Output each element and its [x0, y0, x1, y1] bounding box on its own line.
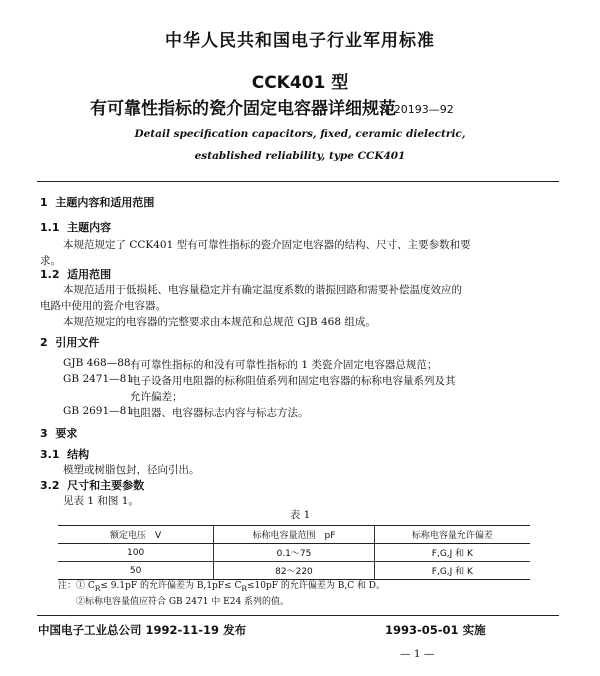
table-header-row [58, 526, 530, 544]
section-1-2-text-line1: 本规范适用于低损耗、电容量稳定并有确定温度系数的谐振回路和需要补偿温度效应的 [63, 284, 462, 296]
table-row [58, 544, 530, 562]
effective-date: 1993-05-01 实施 [385, 623, 486, 637]
table-header-cell: 标称电容量范围 pF [214, 526, 374, 544]
table-note-1: 注：① $C_R\le 9.1pF$ 的允许偏差为 $B,1pF\le C_R\le 10pF$ 的允许偏差为 B,C 和 D。 [58, 581, 386, 593]
section-1-2-text-line2: 电路中使用的瓷介电容器。 [40, 300, 166, 312]
table-cell: F,G,J 和 K [374, 562, 530, 580]
standard-code: SJ 20193—92 [380, 103, 454, 116]
section-3-2-text: 见表 1 和图 1。 [63, 495, 139, 507]
reference-code: GB 2471—81 [63, 373, 134, 385]
standard-category: 中华人民共和国电子行业军用标准 [165, 31, 435, 51]
table-header-cell: 标称电容量允许偏差 [374, 526, 530, 544]
reference-desc: 有可靠性指标的和没有可靠性指标的 1 类瓷介固定电容器总规范； [130, 359, 438, 371]
table-cell: 50 [58, 562, 214, 580]
section-1-heading: 1 主题内容和适用范围 [40, 196, 155, 209]
reference-desc: 电阻器、电容器标志内容与标志方法。 [130, 407, 309, 419]
section-2-heading: 2 引用文件 [40, 336, 100, 349]
section-3-1-heading: 3.1 结构 [40, 448, 90, 461]
reference-desc-continued: 允许偏差； [130, 391, 183, 403]
title-divider [37, 181, 559, 182]
section-3-1-text: 模塑或树脂包封，径向引出。 [63, 464, 200, 476]
model-title: CCK401 型 [251, 73, 349, 93]
table-row [58, 562, 530, 580]
english-title-line2: established reliability, type CCK401 [194, 150, 406, 162]
table-cell: 0.1～75 [214, 544, 374, 562]
section-1-2-text-line3: 本规范规定的电容器的完整要求由本规范和总规范 GJB 468 组成。 [63, 316, 376, 328]
section-3-heading: 3 要求 [40, 427, 78, 440]
document-title: 有可靠性指标的瓷介固定电容器详细规范 [90, 99, 396, 119]
section-3-2-heading: 3.2 尺寸和主要参数 [40, 479, 145, 492]
table-cell: 82～220 [214, 562, 374, 580]
table-header-cell: 额定电压 V [58, 526, 214, 544]
footer-divider [37, 615, 559, 616]
section-1-1-heading: 1.1 主题内容 [40, 221, 112, 234]
page-number: — 1 — [400, 648, 435, 660]
section-1-2-heading: 1.2 适用范围 [40, 268, 112, 281]
table-cell: 100 [58, 544, 214, 562]
section-1-1-text-line2: 求。 [40, 255, 61, 267]
reference-desc: 电子设备用电阻器的标称阻值系列和固定电容器的标称电容量系列及其 [130, 375, 456, 387]
table-1 [58, 525, 530, 580]
table-cell: F,G,J 和 K [374, 544, 530, 562]
table-note-2: ②标称电容量值应符合 GB 2471 中 E24 系列的值。 [76, 597, 290, 607]
table-caption: 表 1 [289, 509, 311, 521]
english-title-line1: Detail specification capacitors, fixed, ceramic dielectric, [134, 128, 466, 140]
reference-code: GB 2691—81 [63, 405, 134, 417]
publisher-date: 中国电子工业总公司 1992-11-19 发布 [38, 623, 247, 637]
reference-code: GJB 468—88 [63, 357, 131, 369]
section-1-1-text-line1: 本规范规定了 CCK401 型有可靠性指标的瓷介固定电容器的结构、尺寸、主要参数和要 [63, 239, 471, 251]
